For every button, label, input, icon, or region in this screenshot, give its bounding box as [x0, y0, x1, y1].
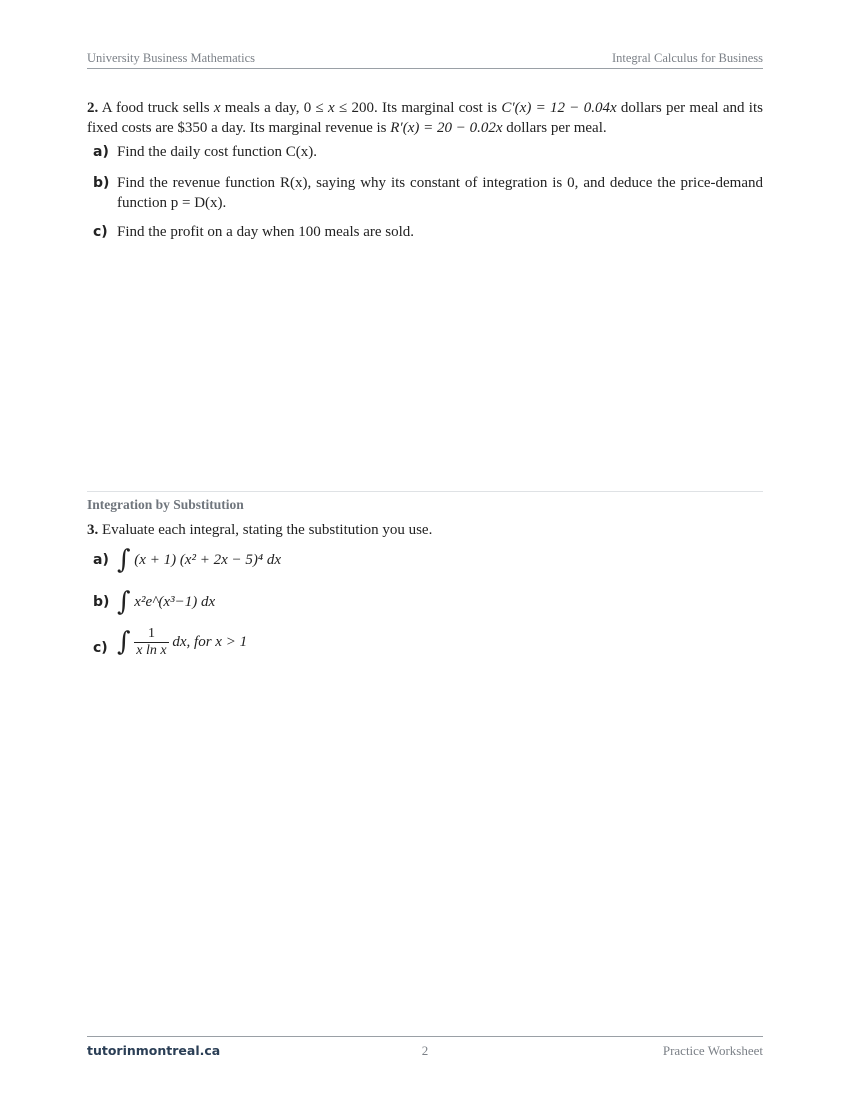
page-number: 2 — [421, 1043, 429, 1058]
integrand-c-tail: dx, for x > 1 — [172, 633, 248, 650]
header-left: University Business Mathematics — [87, 51, 256, 65]
problem-3 — [87, 520, 763, 658]
problem-3-stem — [87, 520, 763, 540]
integrand-b: x²e^(x³−1) dx — [134, 594, 216, 610]
stem-part: ≤ 200. Its marginal cost is — [334, 100, 502, 116]
problem-2-part-b — [93, 173, 763, 213]
stem-part: meals a day, 0 ≤ — [220, 100, 329, 116]
integral-sign: ∫ — [117, 545, 131, 575]
marginal-revenue-formula: R′(x) = 20 − 0.02x — [390, 120, 503, 136]
numerator: 1 — [134, 626, 168, 643]
integral-sign: ∫ — [117, 587, 131, 617]
part-text: Find the daily cost function C(x). — [117, 144, 317, 160]
integral-a — [117, 545, 281, 575]
part-label: a) — [93, 144, 109, 160]
part-label: b) — [93, 594, 110, 610]
page-header — [87, 51, 763, 69]
problem-2-part-a — [93, 142, 763, 162]
part-text: Find the profit on a day when 100 meals are sold. — [117, 224, 415, 240]
part-text: Find the revenue function R(x), saying why its constant of integration is 0, and deduce the price-demand function p = D(x). — [117, 175, 763, 211]
marginal-cost-formula: C′(x) = 12 − 0.04x — [501, 100, 617, 116]
stem-part: dollars per meal and its fixed costs are $350 a day. Its marginal revenue is — [87, 100, 763, 136]
stem-var: x — [213, 100, 221, 116]
page-footer — [87, 1036, 763, 1058]
section-title: Integration by Substitution — [87, 497, 244, 512]
part-label: c) — [93, 224, 108, 240]
fraction — [134, 626, 168, 659]
part-label: c) — [93, 640, 108, 656]
problem-2-part-c — [93, 222, 763, 242]
footer-website[interactable]: tutorinmontreal.ca — [87, 1043, 221, 1058]
stem-part: dollars per meal. — [502, 120, 607, 136]
denominator: x ln x — [136, 643, 167, 658]
problem-3-text: Evaluate each integral, stating the substitution you use. — [102, 522, 433, 538]
section-divider — [87, 491, 763, 512]
part-label: b) — [93, 175, 110, 191]
integral-sign: ∫ — [117, 626, 131, 657]
footer-right: Practice Worksheet — [662, 1043, 763, 1058]
header-right: Integral Calculus for Business — [611, 51, 763, 65]
problem-2-number: 2. — [87, 100, 99, 116]
problem-2-stem — [87, 98, 763, 138]
integral-c — [117, 626, 247, 659]
stem-var: x — [328, 100, 335, 116]
part-label: a) — [93, 552, 109, 568]
problem-3-number: 3. — [87, 522, 99, 538]
integral-b — [117, 587, 216, 617]
integrand-a: (x + 1) (x² + 2x − 5)⁴ dx — [134, 552, 281, 568]
stem-part: A food truck sells — [101, 100, 214, 116]
